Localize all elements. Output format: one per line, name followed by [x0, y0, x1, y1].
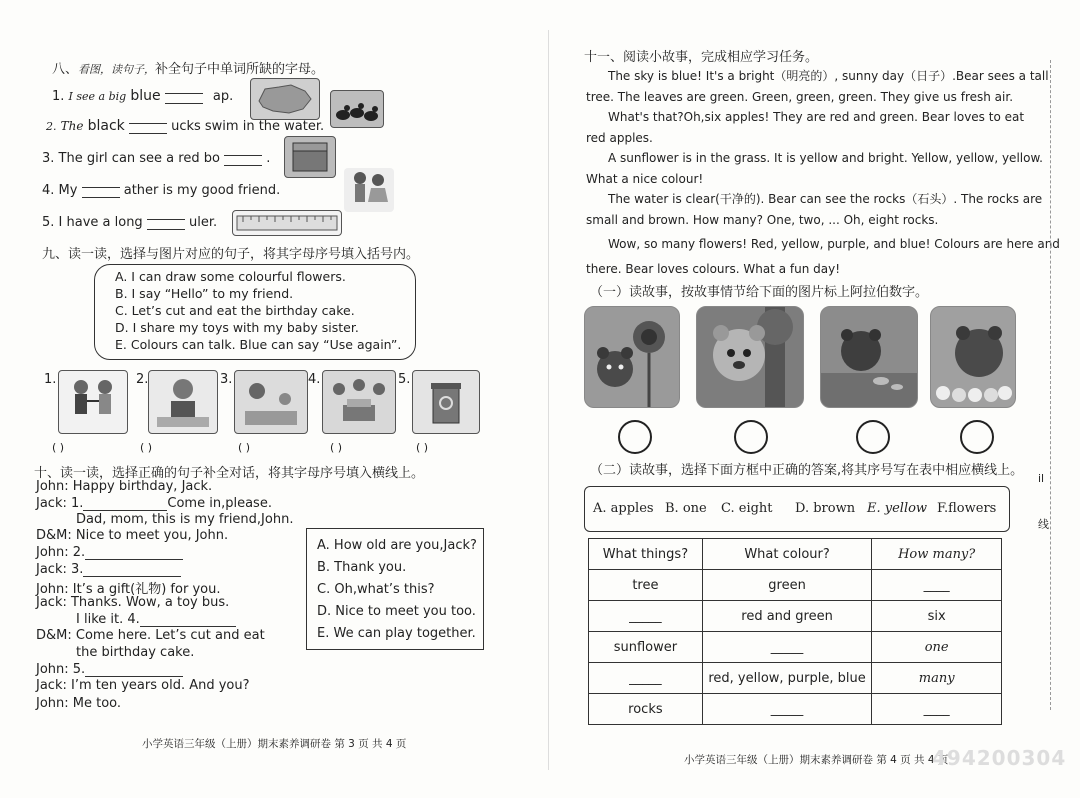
s9-picture-num-5: 5. — [398, 372, 411, 387]
s8-question-3: 3. The girl can see a red bo . — [42, 146, 270, 166]
blank-cell[interactable]: _____ — [589, 663, 703, 694]
s9-picture-2 — [148, 370, 218, 434]
story-line-4: red apples. — [586, 130, 653, 145]
answer-circle-3[interactable] — [856, 420, 890, 454]
s8-question-4: 4. My ather is my good friend. — [42, 178, 280, 198]
blank-cell[interactable]: ____ — [872, 694, 1002, 725]
dialog-line-11: the birthday cake. — [76, 645, 195, 660]
story-line-2: tree. The leaves are green. Green, green, green. They give us fresh air. — [586, 89, 1014, 104]
s10-option-e: E. We can play together. — [317, 626, 476, 641]
section-9-options-box — [94, 264, 416, 360]
s9-picture-num-4: 4. — [308, 372, 321, 387]
s10-blank-3[interactable] — [83, 576, 181, 577]
s9-picture-num-2: 2. — [136, 372, 149, 387]
blank-cell[interactable]: _____ — [702, 694, 872, 725]
story-picture-bear-apples — [930, 306, 1016, 408]
blank-cell[interactable]: _____ — [702, 632, 872, 663]
s9-bracket-4[interactable]: ( ) — [330, 441, 343, 454]
s9-picture-4 — [322, 370, 396, 434]
s8-question-5: 5. I have a long uler. — [42, 210, 217, 230]
s10-option-c: C. Oh,what’s this? — [317, 582, 435, 597]
s9-picture-5 — [412, 370, 480, 434]
story-line-8: small and brown. How many? One, two, ... Oh, eight rocks. — [586, 212, 939, 227]
s10-blank-1[interactable] — [83, 510, 167, 511]
s8-q1-blank[interactable] — [165, 84, 203, 104]
answer-circle-1[interactable] — [618, 420, 652, 454]
choice-b: B. one — [665, 501, 707, 516]
table-row: _____ red and green six — [589, 601, 1002, 632]
dialog-line-7: John: It’s a gift(礼物) for you. — [36, 582, 221, 597]
s10-blank-4[interactable] — [140, 626, 236, 627]
s10-blank-2[interactable] — [85, 559, 183, 560]
story-line-3: What's that?Oh,six apples! They are red and green. Bear loves to eat — [608, 110, 1025, 124]
answer-circle-4[interactable] — [960, 420, 994, 454]
dialog-line-1: John: Happy birthday, Jack. — [36, 479, 213, 494]
dialog-line-8: Jack: Thanks. Wow, a toy bus. — [36, 595, 230, 610]
header-what-things: What things? — [589, 539, 703, 570]
dialog-line-10: D&M: Come here. Let’s cut and eat — [36, 628, 265, 643]
dialog-line-6: Jack: 3. — [36, 562, 181, 577]
blank-cell[interactable]: ____ — [872, 570, 1002, 601]
s10-blank-5[interactable] — [85, 676, 183, 677]
s9-option-e: E. Colours can talk. Blue can say “Use again”. — [115, 337, 402, 352]
dialog-line-2: Jack: 1. Come in,please. — [36, 496, 272, 511]
box-image — [284, 136, 336, 178]
table-header-row — [589, 539, 1002, 570]
story-picture-bear-sunflower — [584, 306, 680, 408]
s8-q5-blank[interactable] — [147, 210, 185, 230]
left-page-footer: 小学英语三年级（上册）期末素养调研卷 第 3 页 共 4 页 — [142, 738, 407, 750]
answer-circle-2[interactable] — [734, 420, 768, 454]
s10-option-d: D. Nice to meet you too. — [317, 604, 476, 619]
margin-char-1: il — [1038, 472, 1045, 485]
s9-bracket-5[interactable]: ( ) — [416, 441, 429, 454]
table-row: _____ red, yellow, purple, blue many — [589, 663, 1002, 694]
margin-char-2: 线 — [1038, 518, 1049, 531]
answer-table — [588, 538, 1002, 725]
ducks-image — [330, 90, 384, 128]
blank-cell[interactable]: _____ — [589, 601, 703, 632]
choice-c: C. eight — [721, 501, 773, 516]
header-how-many: How many? — [872, 539, 1002, 570]
choices-box — [584, 486, 1010, 532]
s9-picture-1 — [58, 370, 128, 434]
dialog-line-5: John: 2. — [36, 545, 183, 560]
story-picture-bear-tree — [696, 306, 804, 408]
s9-picture-num-3: 3. — [220, 372, 233, 387]
page-gutter — [548, 30, 549, 770]
right-page — [560, 0, 1080, 798]
dialog-line-4: D&M: Nice to meet you, John. — [36, 528, 229, 543]
s9-option-a: A. I can draw some colourful flowers. — [115, 269, 346, 284]
binding-line — [1050, 60, 1052, 710]
story-line-10: there. Bear loves colours. What a fun day! — [586, 261, 840, 276]
s10-option-b: B. Thank you. — [317, 560, 407, 575]
section-10-title: 十、读一读，选择正确的句子补全对话，将其字母序号填入横线上。 — [34, 466, 425, 481]
s8-q3-blank[interactable] — [224, 146, 262, 166]
section-8-title — [52, 58, 324, 77]
s9-option-c: C. Let’s cut and eat the birthday cake. — [115, 303, 355, 318]
section-8-title-text: 补全句子中单词所缺的字母。 — [155, 62, 325, 77]
dialog-line-12: John: 5. — [36, 662, 183, 677]
s9-bracket-2[interactable]: ( ) — [140, 441, 153, 454]
section-8-title-handwritten: 看图，读句子， — [78, 63, 156, 76]
s9-bracket-3[interactable]: ( ) — [238, 441, 251, 454]
story-line-9: Wow, so many flowers! Red, yellow, purple, and blue! Colours are here and — [608, 237, 1060, 251]
dialog-line-13: Jack: I’m ten years old. And you? — [36, 678, 250, 693]
father-daughter-image — [344, 168, 394, 212]
section-11-title: 十一、阅读小故事，完成相应学习任务。 — [584, 50, 819, 65]
table-row: rocks _____ ____ — [589, 694, 1002, 725]
dialog-line-9: I like it. 4. — [76, 612, 236, 627]
story-text — [586, 66, 1066, 279]
s10-option-a: A. How old are you,Jack? — [317, 538, 477, 553]
story-line-6: What a nice colour! — [586, 171, 704, 186]
s9-picture-3 — [234, 370, 308, 434]
dialog-line-3: Dad, mom, this is my friend,John. — [76, 512, 294, 527]
s8-question-1: 1. I see a big blue ap. — [52, 84, 233, 104]
choice-f: F.flowers — [937, 501, 997, 516]
header-what-colour: What colour? — [702, 539, 872, 570]
task-1-title: （一）读故事，按故事情节给下面的图片标上阿拉伯数字。 — [590, 285, 929, 300]
section-10-options-box — [306, 528, 484, 650]
story-picture-bear-water — [820, 306, 918, 408]
s9-picture-num-1: 1. — [44, 372, 57, 387]
table-row: sunflower _____ one — [589, 632, 1002, 663]
story-line-5: A sunflower is in the grass. It is yellow and bright. Yellow, yellow, yellow. — [608, 151, 1043, 165]
section-9-title: 九、读一读，选择与图片对应的句子，将其字母序号填入括号内。 — [42, 247, 420, 262]
s8-q4-blank[interactable] — [82, 178, 120, 198]
choice-e: E. yellow — [867, 501, 928, 516]
task-2-title: （二）读故事，选择下面方框中正确的答案,将其序号写在表中相应横线上。 — [590, 463, 1024, 478]
section-8-number: 八、 — [52, 62, 79, 77]
s9-option-b: B. I say “Hello” to my friend. — [115, 286, 294, 301]
ruler-image — [232, 210, 342, 236]
right-page-footer: 小学英语三年级（上册）期末素养调研卷 第 4 页 共 4 页 — [684, 754, 949, 766]
s9-option-d: D. I share my toys with my baby sister. — [115, 320, 359, 335]
watermark: 494200304 — [932, 746, 1067, 770]
table-row: tree green ____ — [589, 570, 1002, 601]
s9-bracket-1[interactable]: ( ) — [52, 441, 65, 454]
s8-q2-blank[interactable] — [129, 114, 167, 134]
s8-question-2: 2. The black ucks swim in the water. — [46, 114, 324, 134]
choice-a: A. apples — [593, 501, 654, 516]
choice-d: D. brown — [795, 501, 856, 516]
story-line-1: The sky is blue! It's a bright（明亮的）, sunny day（日子）.Bear sees a tall — [608, 69, 1049, 83]
dialog-line-14: John: Me too. — [36, 696, 122, 711]
story-line-7: The water is clear(干净的). Bear can see the rocks（石头）. The rocks are — [608, 192, 1043, 206]
